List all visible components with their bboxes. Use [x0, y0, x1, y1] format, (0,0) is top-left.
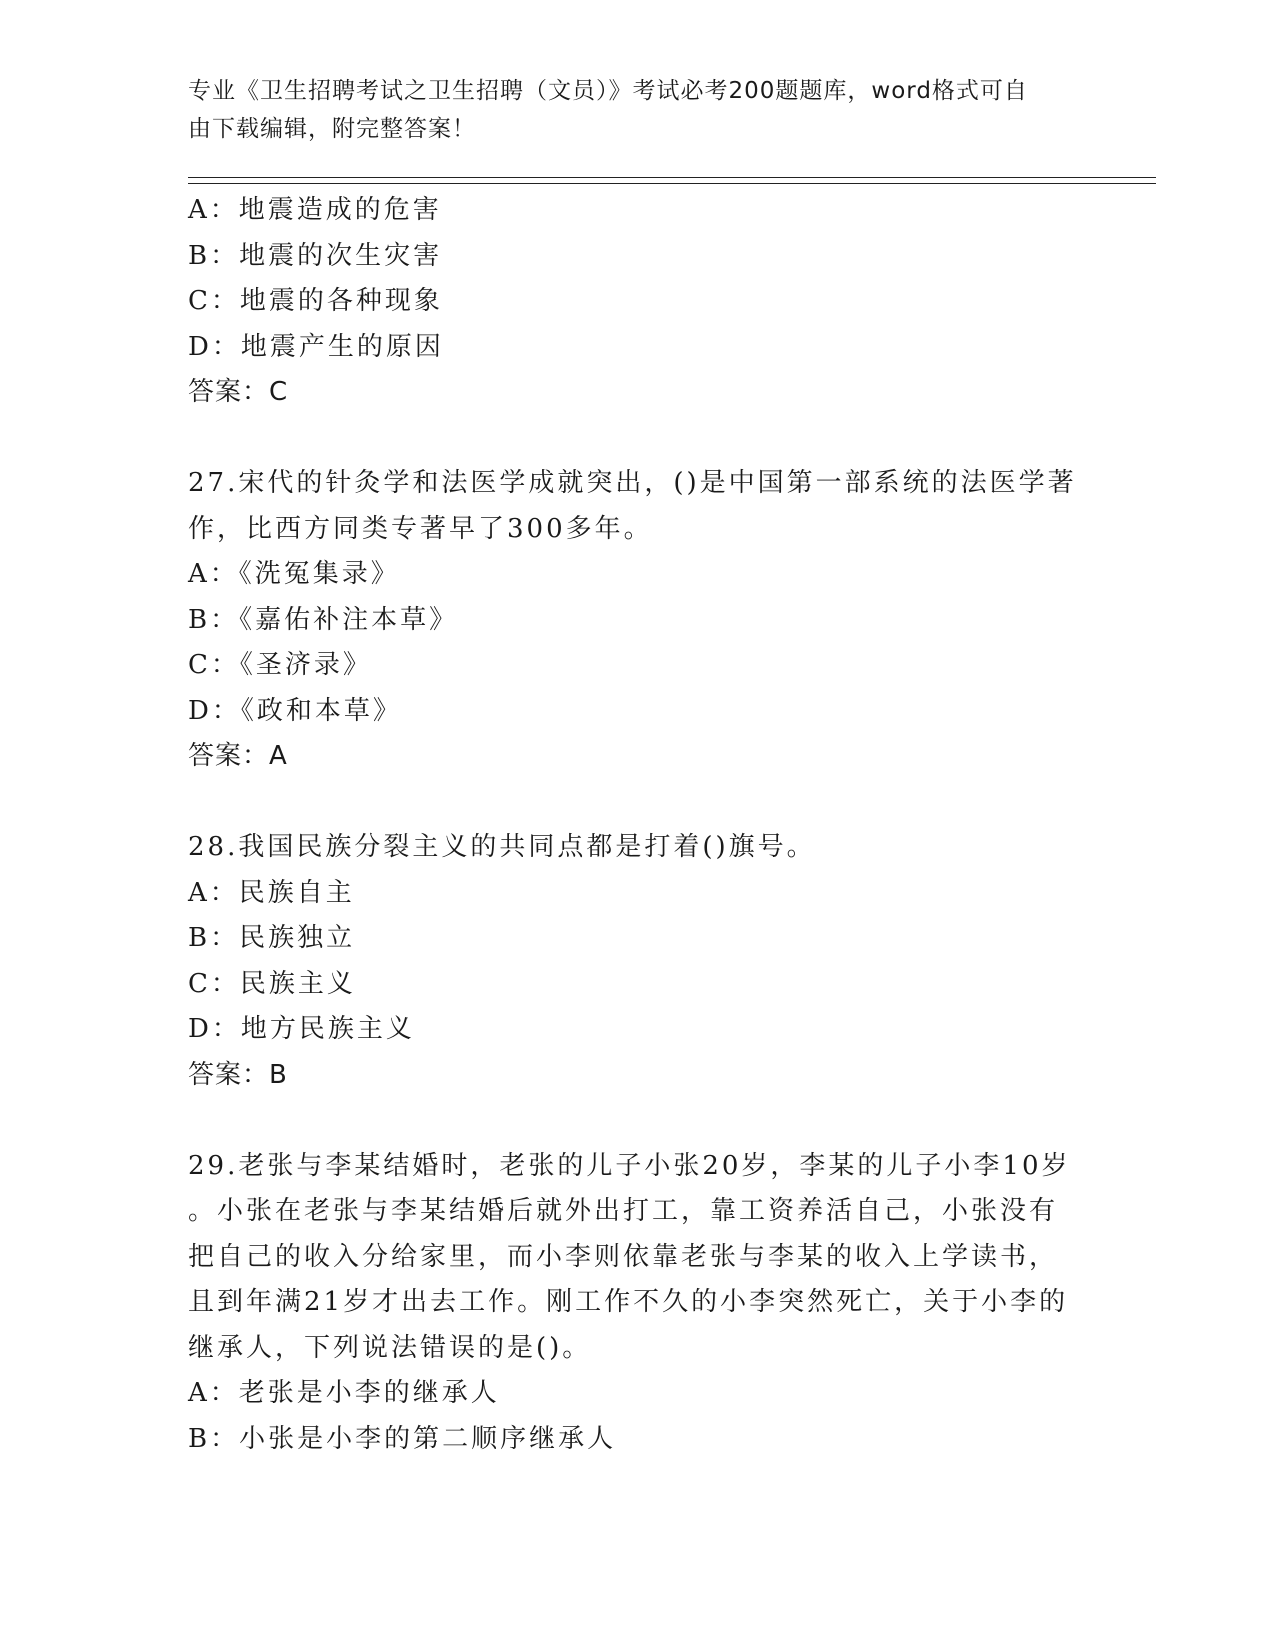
question-28 [188, 825, 1088, 1098]
header-rule-bottom [188, 183, 1156, 184]
question-stem: 且到年满21岁才出去工作。刚工作不久的小李突然死亡，关于小李的 [188, 1287, 1069, 1317]
option-a: A：《洗冤集录》 [188, 559, 400, 589]
document-header [188, 72, 1068, 148]
option-a: A：地震造成的危害 [188, 195, 442, 225]
option-b: B：地震的次生灾害 [188, 240, 443, 271]
spacer [188, 1098, 1088, 1144]
answer: 答案：A [188, 741, 288, 771]
spacer [188, 416, 1088, 462]
question-29 [188, 1144, 1088, 1463]
question-stem: 29.老张与李某结婚时，老张的儿子小张20岁，李某的儿子小李10岁 [188, 1150, 1071, 1181]
option-b: B：小张是小李的第二顺序继承人 [188, 1423, 617, 1454]
header-line-2: 由下载编辑，附完整答案！ [188, 116, 476, 142]
question-stem: 。小张在老张与李某结婚后就外出打工，靠工资养活自己，小张没有 [188, 1196, 1059, 1226]
option-a: A：老张是小李的继承人 [188, 1378, 500, 1408]
question-stem: 28.我国民族分裂主义的共同点都是打着()旗号。 [188, 832, 816, 862]
question-stem: 作，比西方同类专著早了300多年。 [188, 513, 653, 544]
header-line-1: 专业《卫生招聘考试之卫生招聘（文员）》考试必考200题题库，word格式可自 [188, 78, 1028, 104]
option-c: C：《圣济录》 [188, 650, 372, 680]
answer: 答案：B [188, 1059, 288, 1090]
option-d: D：地方民族主义 [188, 1014, 415, 1044]
question-stem: 继承人，下列说法错误的是()。 [188, 1332, 592, 1363]
question-list [188, 188, 1088, 1462]
option-b: B：《嘉佑补注本草》 [188, 604, 459, 635]
option-a: A：民族自主 [188, 877, 355, 908]
question-26-options [188, 188, 1088, 416]
option-d: D：《政和本草》 [188, 695, 402, 726]
header-rule-top [188, 177, 1156, 178]
question-stem: 27.宋代的针灸学和法医学成就突出，()是中国第一部系统的法医学著 [188, 468, 1077, 498]
option-b: B：民族独立 [188, 923, 356, 953]
option-c: C：地震的各种现象 [188, 286, 443, 316]
question-27 [188, 461, 1088, 780]
option-c: C：民族主义 [188, 968, 356, 999]
answer: 答案：C [188, 377, 289, 407]
question-stem: 把自己的收入分给家里，而小李则依靠老张与李某的收入上学读书， [188, 1241, 1059, 1272]
spacer [188, 780, 1088, 826]
option-d: D：地震产生的原因 [188, 331, 444, 362]
